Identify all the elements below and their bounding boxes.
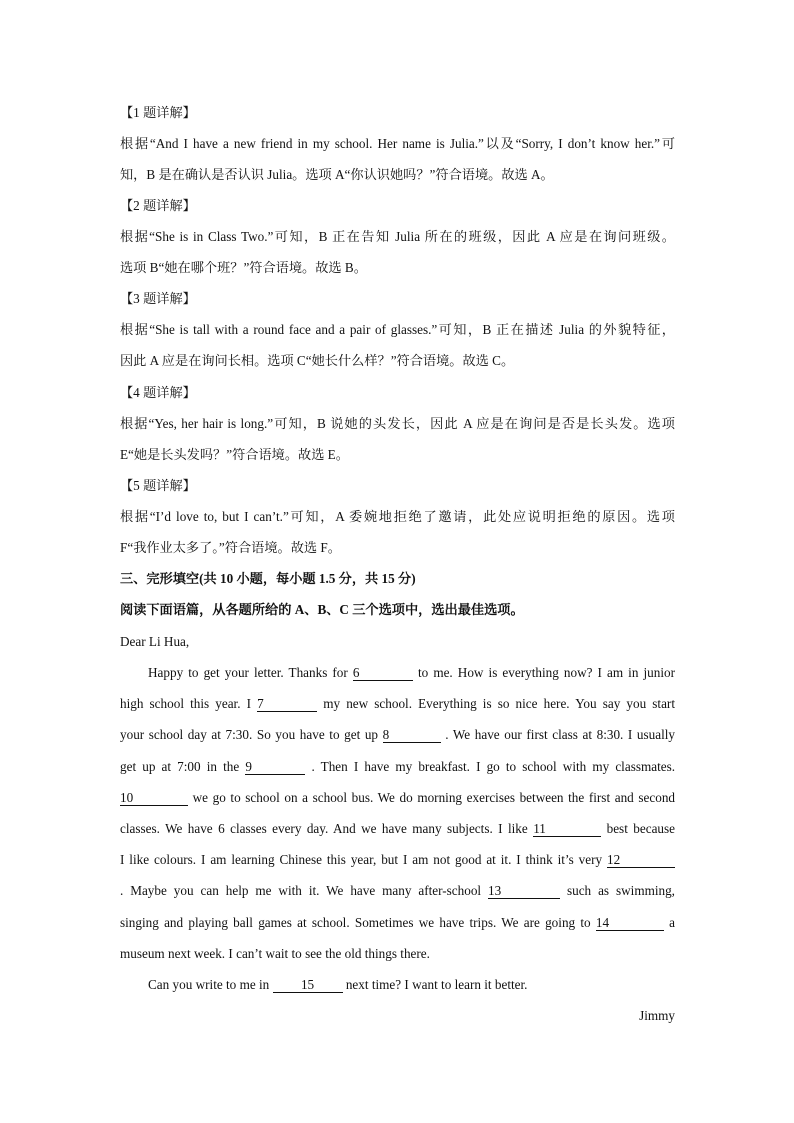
- text: I like colours. I am learning Chinese this year, but I am not good at it. I think it’s very: [120, 852, 603, 867]
- explanation-3-line-1: 根据“She is tall with a round face and a pair of glasses.”可知，B 正在描述 Julia 的外貌特征，: [120, 322, 675, 337]
- explanation-4-line-1: 根据“Yes, her hair is long.”可知，B 说她的头发长，因此 A 应是在询问是否是长头发。选项: [120, 416, 675, 431]
- letter-line-8: [120, 882, 675, 900]
- cloze-blank-6[interactable]: 6: [353, 665, 413, 681]
- explanation-2-line-2: 选项 B“她在哪个班？”符合语境。故选 B。: [120, 260, 367, 275]
- text: next time? I want to learn it better.: [345, 977, 528, 992]
- letter-line-2: [120, 695, 675, 713]
- text: high school this year. I: [120, 696, 252, 711]
- letter-salutation: Dear Li Hua,: [120, 634, 190, 649]
- letter-line-1: [148, 664, 675, 682]
- cloze-blank-14[interactable]: 14: [596, 915, 664, 931]
- explanation-heading-4: 【4 题详解】: [120, 385, 196, 400]
- letter-signature: Jimmy: [639, 1008, 675, 1023]
- explanation-1-line-2: 知，B 是在确认是否认识 Julia。选项 A“你认识她吗？”符合语境。故选 A。: [120, 167, 554, 182]
- cloze-blank-9[interactable]: 9: [245, 759, 305, 775]
- text: to me. How is everything now? I am in junior: [417, 665, 676, 680]
- text: Can you write to me in: [148, 977, 270, 992]
- section-title: 三、完形填空(共 10 小题，每小题 1.5 分，共 15 分): [120, 571, 416, 586]
- text: my new school. Everything is so nice here. You say you start: [323, 696, 675, 711]
- text: we go to school on a school bus. We do morning exercises between the first and second: [192, 790, 676, 805]
- explanation-heading-5: 【5 题详解】: [120, 478, 196, 493]
- cloze-blank-12[interactable]: 12: [607, 852, 675, 868]
- cloze-blank-7[interactable]: 7: [257, 696, 317, 712]
- explanation-5-line-2: F“我作业太多了。”符合语境。故选 F。: [120, 540, 341, 555]
- text: get up at 7:00 in the: [120, 759, 240, 774]
- explanation-2-line-1: 根据“She is in Class Two.”可知，B 正在告知 Julia 所在的班级，因此 A 应是在询问班级。: [120, 229, 675, 244]
- letter-line-11: [148, 976, 675, 994]
- letter-line-6: [120, 820, 675, 838]
- letter-line-10: museum next week. I can’t wait to see the old things there.: [120, 946, 430, 961]
- explanation-4-line-2: E“她是长头发吗？”符合语境。故选 E。: [120, 447, 349, 462]
- explanation-heading-1: 【1 题详解】: [120, 105, 196, 120]
- explanation-3-line-2: 因此 A 应是在询问长相。选项 C“她长什么样？”符合语境。故选 C。: [120, 353, 515, 368]
- section-instruction: 阅读下面语篇，从各题所给的 A、B、C 三个选项中，选出最佳选项。: [120, 602, 524, 617]
- text: your school day at 7:30. So you have to get up: [120, 727, 379, 742]
- explanation-heading-3: 【3 题详解】: [120, 291, 196, 306]
- text: best because: [606, 821, 676, 836]
- cloze-blank-8[interactable]: 8: [383, 727, 441, 743]
- text: a: [669, 915, 675, 930]
- text: such as swimming,: [566, 883, 675, 898]
- explanation-heading-2: 【2 题详解】: [120, 198, 196, 213]
- letter-line-7: [120, 851, 675, 869]
- explanation-5-line-1: 根据“I’d love to, but I can’t.”可知，A 委婉地拒绝了邀请，此处应说明拒绝的原因。选项: [120, 509, 675, 524]
- cloze-blank-15[interactable]: 15: [273, 977, 343, 993]
- text: . Maybe you can help me with it. We have many after-school: [120, 883, 482, 898]
- text: classes. We have 6 classes every day. And we have many subjects. I like: [120, 821, 528, 836]
- cloze-blank-13[interactable]: 13: [488, 883, 560, 899]
- text: . We have our first class at 8:30. I usually: [445, 727, 676, 742]
- text: singing and playing ball games at school. Sometimes we have trips. We are going to: [120, 915, 591, 930]
- letter-line-9: [120, 914, 675, 932]
- cloze-blank-10[interactable]: 10: [120, 790, 188, 806]
- text: . Then I have my breakfast. I go to school with my classmates.: [311, 759, 676, 774]
- letter-line-5: [120, 789, 675, 807]
- text: Happy to get your letter. Thanks for: [148, 665, 348, 680]
- letter-line-3: [120, 726, 675, 744]
- letter-line-4: [120, 758, 675, 776]
- cloze-blank-11[interactable]: 11: [533, 821, 601, 837]
- explanation-1-line-1: 根据“And I have a new friend in my school. Her name is Julia.”以及“Sorry, I don’t know her.”可: [120, 136, 675, 151]
